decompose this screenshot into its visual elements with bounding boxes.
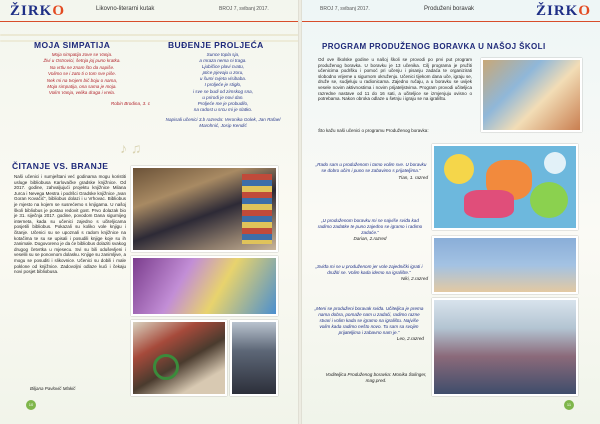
quote-1: „Rado sam u produženom i tamo volim sve. U boravku se dobro učim i puno se zabavimo s prijateljima.“ Tian, 1. razred xyxy=(315,162,428,181)
left-header xyxy=(0,0,300,22)
photo-library-students xyxy=(131,166,278,252)
budenje-signature: Napisali učenici 3.b razreda: Veronika Golek, Jan Rafael Marohnić, Josip Kendić xyxy=(165,117,281,129)
section-title: Likovno-literarni kutak xyxy=(96,6,155,12)
citanje-signature: Biljana Pavlović Mlakić xyxy=(30,386,76,391)
magazine-logo: ŽIRKO xyxy=(10,3,66,19)
photo-group-students xyxy=(432,298,578,396)
budenje-poem: Sunce topla sja, a mraza nema ni traga. Ljubičice plavi cvatu, ptice pjevaju u zoru, u šumi cvjeta visibaba. I proljeće je stiglo, i sve se budi od zimskog sna, u prirodi je novi dan. Proljeće me je probudilo, na radost u srcu mi je slatko. xyxy=(192,52,253,112)
quote-4: „Meni se produženi boravak sviđa. Učiteljica je prema nama dobra, pomaže nam u zadaći, radimo razne stvari i volim kada se igramo na igralištu. Najviše volim kada radimo nešto novo. Tu sam sa svojim prijateljima i zabavno nam je.“ Leo, 2.razred xyxy=(314,306,424,342)
program-title: PROGRAM PRODUŽENOG BORAVKA U NAŠOJ ŠKOLI xyxy=(322,42,546,51)
quote-2: „U produženom boravku mi se najviše sviđa kad radimo zadatke te puno zajedno se igramo i radimo zadaće.“ Darian, 2.razred xyxy=(317,218,423,242)
moja-simpatija-title: MOJA SIMPATIJA xyxy=(34,40,111,50)
photo-children-artwork xyxy=(432,144,578,230)
page-number-left: 10 xyxy=(26,400,36,410)
magazine-logo: ŽIRKO xyxy=(536,3,592,19)
budenje-title: BUĐENJE PROLJEĆA xyxy=(168,40,264,50)
closing-signature: Voditeljica Produženog boravka: Monika Šolinger, mag.pred. xyxy=(325,372,427,384)
moja-simpatija-poem: Moja simpatija zove se Vanja. Živi u Ostrovici, šetnja joj puno kratka. Na vrtlu ne znam što da napiše. Volimo se i zato ti o tom sve piše. Nek mi na tvojem bić boju o nama, Moja simpatija, ona sama je moja. Volim Vanja, velika draga i vrela. xyxy=(43,52,121,96)
citanje-title: ČITANJE VS. BRANJE xyxy=(12,161,109,171)
moja-simpatija-signature: Robin Brodina, 3. c xyxy=(110,101,150,106)
photo-students-outside xyxy=(230,320,278,396)
page-fold xyxy=(298,0,302,424)
issue-label: BROJ 7, svibanj 2017. xyxy=(320,6,370,12)
citanje-text: Naši učenici i sumještani već godinama mogu koristiti usluge bibliobusa Karlovačke gradske knjižnice. Od 2017. godine, zahvaljujući projektu knjižnice Milana Jurca i Nevega Mestra i podršci Gradske knjižnice „Ivan Goran Kovačić“, bibliobus dolazi i u Vrhovac. Bibliobus je mjesto na kojem se susrećemo s knjigama. U našoj školi bibliobus je postao redovit gost. Prvo dolazak bio je 31. siječnja 2017. godine, povodom Dana sigurnijeg interneta, kada su učenici zajedno s učiteljicama posjetili bibliobus. Pokazali su koliko vole knjigu i čitanje. Učenici su se upoznali s radom knjižnice na kotačima te su se upisali i posudili knjige koje su ih zanimale. Dogovoreno je da će bibliobus dolaziti svakog drugog četvrtka u mjesecu. Svi su bili oduševljeni i veselili su se ponovnom dolasku. Knjige su zanimljive, a mogu se posuditi i slikovnice. Učenici su dobili i male poklone od knjižnice. Zadovoljni odlaze kući i čekaju novi posjet bibliobusa. xyxy=(14,174,126,275)
photo-bibliobus-visit xyxy=(131,320,227,396)
program-footnote: Što kažu naši učenici o programu Produženog boravka: xyxy=(318,128,429,133)
music-note-icon: ♪ ♫ xyxy=(120,140,142,156)
right-header xyxy=(300,0,600,22)
photo-bibliobus-interior xyxy=(131,256,278,316)
photo-classroom-children xyxy=(481,58,582,132)
music-staff-line xyxy=(0,34,300,36)
quote-3: „Sviđa mi se u produženom jer vole zajednički igrati i družiti se. Volim kada idemo na igralište.“ Niki, 2.razred xyxy=(315,264,428,282)
photo-children-at-board xyxy=(432,236,578,294)
section-title: Produženi boravak xyxy=(424,6,475,12)
program-text: Od ove školske godine u našoj školi se provodi po prvi put program produženog boravka. U boravku je 13 učenika. Cilj programa je pružiti učenicima podršku i pomoć pri učenju i pisanju zadaća te organizirati slobodno vrijeme u sigurnom okruženju. Učenici tijekom dana uče, igraju se, druže se, sudjeluju u radionicama. Zajedno ručaju, a u boravku se uvijek vesele novim aktivnostima i novim prijateljstvima. Program provodi učiteljica razredne nastave od 11 do 16 sati, a učiteljice se izmjenjuju ovisno o potrebama. Nakon obroka odlaze u šetnju i igraju se na igralištu. xyxy=(318,57,472,102)
right-page xyxy=(300,0,600,424)
page-number-right: 11 xyxy=(564,400,574,410)
issue-label: BROJ 7, svibanj 2017. xyxy=(219,6,269,12)
